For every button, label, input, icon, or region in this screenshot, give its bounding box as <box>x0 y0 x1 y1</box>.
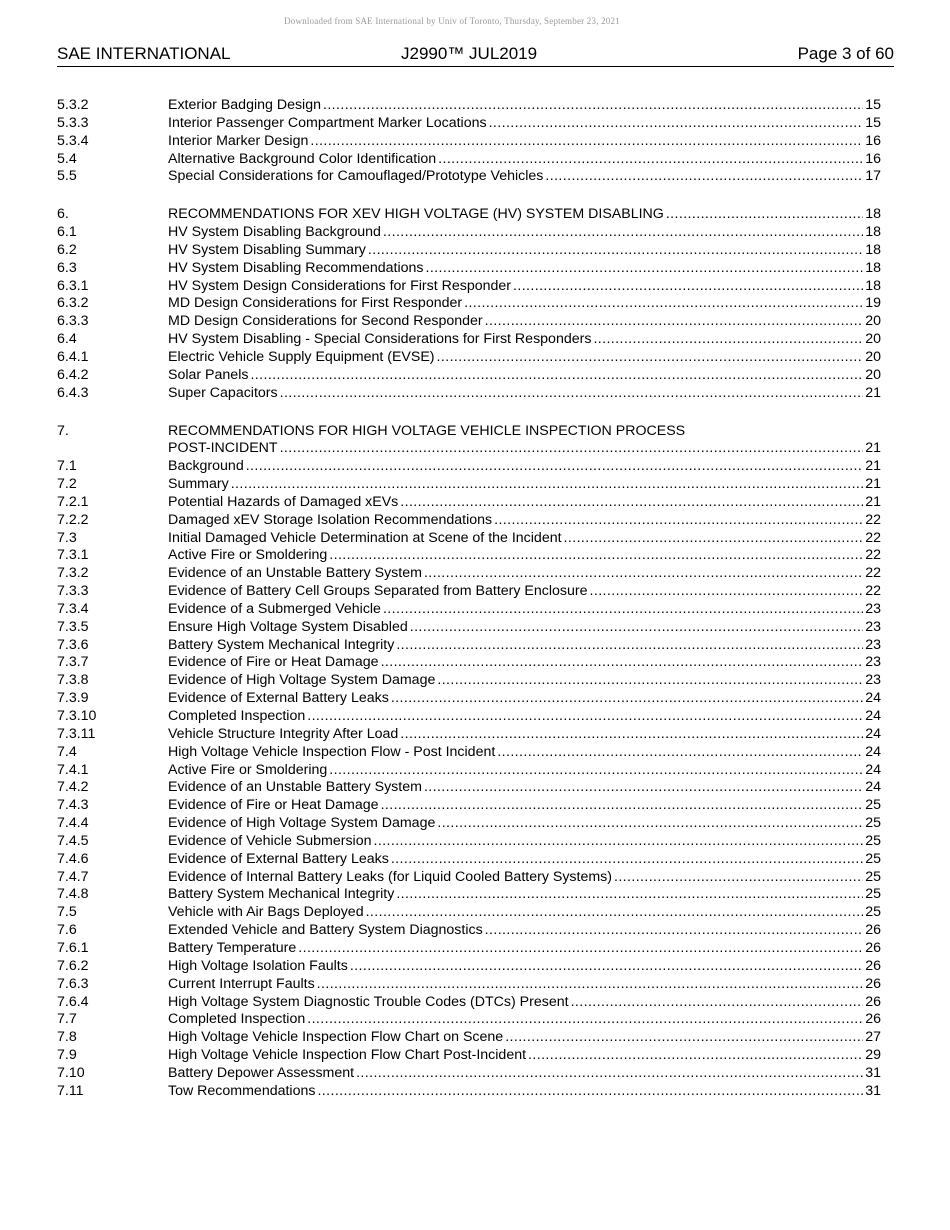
toc-entry-number: 7.9 <box>57 1047 77 1064</box>
toc-entry[interactable] <box>57 242 881 260</box>
toc-entry-number: 6.2 <box>57 241 77 258</box>
toc-entry[interactable] <box>57 458 881 476</box>
toc-entry-number: 7.4.1 <box>57 761 89 778</box>
toc-entry[interactable] <box>57 690 881 708</box>
toc-entry-page: 20 <box>865 366 881 383</box>
dot-leader <box>391 690 863 708</box>
toc-entry-number: 5.4 <box>57 150 77 167</box>
toc-entry-number: 6.4.3 <box>57 384 89 401</box>
toc-entry-number: 7.3.7 <box>57 654 89 671</box>
toc-entry-title: Completed Inspection <box>168 708 306 724</box>
page-header <box>57 44 894 67</box>
toc-entry-number: 6. <box>57 206 69 223</box>
toc-entry-title: Super Capacitors <box>168 384 278 401</box>
toc-entry-title: Damaged xEV Storage Isolation Recommendations <box>168 511 493 528</box>
toc-entry-number: 7.4.8 <box>57 886 89 903</box>
toc-entry-title: Evidence of External Battery Leaks <box>168 690 389 707</box>
toc-entry[interactable] <box>57 331 881 349</box>
toc-entry-page: 20 <box>865 348 881 365</box>
toc-entry-title: Evidence of Battery Cell Groups Separated from Battery Enclosure <box>168 583 588 600</box>
toc-entry-title: Ensure High Voltage System Disabled <box>168 618 408 635</box>
toc-entry-page: 21 <box>865 493 881 510</box>
table-of-contents <box>57 97 881 1101</box>
dot-leader <box>464 295 863 313</box>
toc-entry-page: 23 <box>865 600 881 617</box>
dot-leader <box>437 349 864 367</box>
dot-leader <box>494 512 863 530</box>
toc-entry-title: High Voltage Vehicle Inspection Flow Chart Post-Incident <box>168 1047 527 1064</box>
toc-entry[interactable] <box>57 744 881 762</box>
toc-entry[interactable] <box>57 1065 881 1083</box>
toc-entry-number: 7.7 <box>57 1011 77 1028</box>
toc-entry-title: MD Design Considerations for Second Responder <box>168 313 483 330</box>
section-gap <box>57 186 881 206</box>
dot-leader <box>329 762 863 780</box>
header-page-number: Page 3 of 60 <box>797 44 894 63</box>
toc-entry-number: 7.6.4 <box>57 993 89 1010</box>
toc-entry-page: 15 <box>865 97 881 113</box>
toc-entry-page: 21 <box>865 476 881 493</box>
toc-entry-page: 26 <box>865 957 881 974</box>
toc-entry-number: 7.3.10 <box>57 708 97 724</box>
toc-entry[interactable] <box>57 762 881 780</box>
toc-entry-title: Summary <box>168 476 229 493</box>
dot-leader <box>666 206 863 224</box>
toc-entry-number: 7.4.6 <box>57 850 89 867</box>
toc-entry-title: Battery Depower Assessment <box>168 1064 355 1081</box>
dot-leader <box>485 313 864 331</box>
toc-entry-title: HV System Disabling Summary <box>168 241 366 258</box>
toc-entry[interactable] <box>57 958 881 976</box>
toc-entry-page: 22 <box>865 583 881 600</box>
toc-entry-page: 22 <box>865 529 881 546</box>
toc-entry-page: 24 <box>865 779 881 796</box>
toc-entry[interactable] <box>57 385 881 403</box>
dot-leader <box>383 601 863 619</box>
toc-entry-title: Evidence of an Unstable Battery System <box>168 565 422 582</box>
toc-entry-title: Vehicle with Air Bags Deployed <box>168 904 364 921</box>
toc-entry-page: 25 <box>865 850 881 867</box>
toc-entry[interactable] <box>57 815 881 833</box>
toc-entry-page: 16 <box>865 150 881 167</box>
toc-entry[interactable] <box>57 115 881 133</box>
toc-entry-page: 18 <box>865 206 881 223</box>
toc-entry-number: 6.4.2 <box>57 366 89 383</box>
toc-entry-title: MD Design Considerations for First Responder <box>168 295 463 312</box>
toc-entry-page: 18 <box>865 259 881 276</box>
toc-entry-page: 22 <box>865 511 881 528</box>
toc-entry[interactable] <box>57 797 881 815</box>
toc-entry[interactable] <box>57 851 881 869</box>
toc-entry-title: Evidence of Internal Battery Leaks (for Liquid Cooled Battery Systems) <box>168 868 612 885</box>
toc-entry-page: 20 <box>865 331 881 348</box>
toc-entry-title: Exterior Badging Design <box>168 97 321 113</box>
toc-entry-number: 7.1 <box>57 458 77 475</box>
dot-leader <box>425 260 863 278</box>
toc-entry-title: Current Interrupt Faults <box>168 975 315 992</box>
toc-entry-title: High Voltage Isolation Faults <box>168 957 348 974</box>
toc-entry-number: 5.3.2 <box>57 97 89 113</box>
toc-entry[interactable] <box>57 1047 881 1065</box>
toc-entry-number: 7.11 <box>57 1082 84 1099</box>
toc-entry-page: 25 <box>865 886 881 903</box>
dot-leader <box>317 1083 863 1101</box>
toc-entry-page: 19 <box>865 295 881 312</box>
toc-entry[interactable] <box>57 869 881 887</box>
toc-entry-page: 31 <box>865 1082 881 1099</box>
dot-leader <box>329 547 863 565</box>
toc-entry-number: 7.2.1 <box>57 493 89 510</box>
toc-entry[interactable] <box>57 206 881 224</box>
toc-entry-number: 7.6.1 <box>57 939 89 956</box>
dot-leader <box>381 797 864 815</box>
toc-entry[interactable] <box>57 654 881 672</box>
toc-entry[interactable] <box>57 1083 881 1101</box>
toc-entry-number: 7.4.3 <box>57 797 89 814</box>
toc-entry-title: HV System Disabling Background <box>168 224 381 241</box>
toc-entry-number: 7.4.4 <box>57 815 89 832</box>
dot-leader <box>383 224 863 242</box>
toc-entry-page: 18 <box>865 224 881 241</box>
toc-entry-title: Solar Panels <box>168 366 249 383</box>
toc-entry-title: Initial Damaged Vehicle Determination at Scene of the Incident <box>168 529 562 546</box>
toc-group-7 <box>57 458 881 1100</box>
toc-entry-number: 6.3 <box>57 259 77 276</box>
toc-entry-page: 24 <box>865 690 881 707</box>
dot-leader <box>391 851 863 869</box>
dot-leader <box>317 976 864 994</box>
toc-entry-title: HV System Disabling Recommendations <box>168 259 424 276</box>
toc-entry-page: 24 <box>865 743 881 760</box>
dot-leader <box>437 815 863 833</box>
toc-entry-title: Evidence of Vehicle Submersion <box>168 832 372 849</box>
toc-entry-title: Evidence of a Submerged Vehicle <box>168 600 381 617</box>
toc-entry-number: 7.6 <box>57 922 77 939</box>
toc-entry[interactable] <box>57 565 881 583</box>
toc-entry[interactable] <box>57 97 881 115</box>
toc-entry[interactable] <box>57 708 881 726</box>
dot-leader <box>590 583 864 601</box>
toc-entry-title: Battery System Mechanical Integrity <box>168 886 395 903</box>
toc-entry[interactable] <box>57 1011 881 1029</box>
dot-leader <box>424 779 863 797</box>
toc-entry[interactable] <box>57 726 881 744</box>
toc-entry[interactable] <box>57 672 881 690</box>
toc-entry[interactable] <box>57 512 881 530</box>
dot-leader <box>307 1011 863 1029</box>
dot-leader <box>505 1029 863 1047</box>
toc-entry-title: Evidence of High Voltage System Damage <box>168 672 436 689</box>
section-gap <box>57 403 881 423</box>
dot-leader <box>250 367 863 385</box>
dot-leader <box>381 654 864 672</box>
toc-entry-title: Evidence of an Unstable Battery System <box>168 779 422 796</box>
dot-leader <box>280 385 864 403</box>
toc-entry-number: 6.3.3 <box>57 313 89 330</box>
toc-entry-number: 7.3.2 <box>57 565 89 582</box>
toc-entry-number: 6.3.1 <box>57 277 89 294</box>
toc-entry-number: 7.3.9 <box>57 690 89 707</box>
toc-entry-title: Alternative Background Color Identification <box>168 150 437 167</box>
toc-entry-title: High Voltage Vehicle Inspection Flow - Post Incident <box>168 743 496 760</box>
toc-entry-title: RECOMMENDATIONS FOR HIGH VOLTAGE VEHICLE INSPECTION PROCESS <box>168 422 686 439</box>
toc-entry-page: 29 <box>865 1047 881 1064</box>
toc-entry-title: Evidence of Fire or Heat Damage <box>168 797 379 814</box>
toc-entry-number: 5.3.4 <box>57 132 89 149</box>
toc-entry-number: 7.3.3 <box>57 583 89 600</box>
toc-entry-title: Active Fire or Smoldering <box>168 761 328 778</box>
dot-leader <box>438 151 863 169</box>
dot-leader <box>528 1047 863 1065</box>
toc-entry-title: Vehicle Structure Integrity After Load <box>168 725 399 742</box>
toc-entry-title: Potential Hazards of Damaged xEVs <box>168 493 399 510</box>
toc-entry-title: Active Fire or Smoldering <box>168 547 328 564</box>
dot-leader <box>489 115 864 133</box>
toc-entry-page: 26 <box>865 975 881 992</box>
toc-entry-number: 6.1 <box>57 224 77 241</box>
dot-leader <box>396 637 863 655</box>
toc-entry-page: 18 <box>865 241 881 258</box>
dot-leader <box>280 440 864 458</box>
toc-entry-number: 7.4.2 <box>57 779 89 796</box>
toc-entry-page: 18 <box>865 277 881 294</box>
dot-leader <box>350 958 863 976</box>
toc-entry[interactable] <box>57 619 881 637</box>
header-organization: SAE INTERNATIONAL <box>57 44 231 63</box>
toc-entry-title: Evidence of High Voltage System Damage <box>168 815 436 832</box>
toc-entry-page: 23 <box>865 654 881 671</box>
toc-entry-number: 7.4.5 <box>57 832 89 849</box>
toc-entry-page: 24 <box>865 761 881 778</box>
toc-entry-title: Extended Vehicle and Battery System Diagnostics <box>168 922 483 939</box>
toc-entry-title: Battery System Mechanical Integrity <box>168 636 395 653</box>
toc-entry-number: 6.3.2 <box>57 295 89 312</box>
toc-entry-page: 22 <box>865 547 881 564</box>
dot-leader <box>593 331 863 349</box>
toc-entry-page: 25 <box>865 868 881 885</box>
toc-entry-title: Special Considerations for Camouflaged/Prototype Vehicles <box>168 168 544 185</box>
toc-entry-number: 5.5 <box>57 168 77 185</box>
toc-entry-title: Electric Vehicle Supply Equipment (EVSE) <box>168 348 435 365</box>
toc-entry-number: 6.4.1 <box>57 348 89 365</box>
toc-entry-page: 22 <box>865 565 881 582</box>
toc-entry-number: 5.3.3 <box>57 114 89 131</box>
header-document-id: J2990™ JUL2019 <box>401 44 538 63</box>
toc-entry-page: 25 <box>865 832 881 849</box>
toc-entry-page: 24 <box>865 708 881 724</box>
toc-entry-number: 7.3.5 <box>57 618 89 635</box>
toc-entry-title: Evidence of Fire or Heat Damage <box>168 654 379 671</box>
toc-entry[interactable] <box>57 779 881 797</box>
toc-entry-title: High Voltage Vehicle Inspection Flow Chart on Scene <box>168 1029 504 1046</box>
toc-entry-page: 31 <box>865 1064 881 1081</box>
toc-entry-page: 26 <box>865 1011 881 1028</box>
toc-entry-page: 26 <box>865 939 881 956</box>
toc-entry-title: Interior Marker Design <box>168 132 309 149</box>
dot-leader <box>231 476 864 494</box>
toc-entry-number: 7.2.2 <box>57 511 89 528</box>
toc-entry-number: 7.4.7 <box>57 868 89 885</box>
toc-entry-page: 26 <box>865 922 881 939</box>
toc-entry-number: 7.3.6 <box>57 636 89 653</box>
dot-leader <box>323 97 863 115</box>
dot-leader <box>545 168 863 186</box>
toc-entry-number: 7.3.4 <box>57 600 89 617</box>
toc-entry[interactable] <box>57 530 881 548</box>
toc-entry-number: 7.3.1 <box>57 547 89 564</box>
toc-entry-page: 20 <box>865 313 881 330</box>
toc-entry[interactable] <box>57 940 881 958</box>
toc-entry-title: High Voltage System Diagnostic Trouble Codes (DTCs) Present <box>168 993 569 1010</box>
toc-entry-title: RECOMMENDATIONS FOR XEV HIGH VOLTAGE (HV) SYSTEM DISABLING <box>168 206 664 223</box>
toc-entry-page: 21 <box>865 458 881 475</box>
toc-entry-page: 23 <box>865 636 881 653</box>
dot-leader <box>497 744 863 762</box>
toc-entry-page: 23 <box>865 618 881 635</box>
toc-entry-number: 7.3.11 <box>57 725 96 742</box>
toc-entry-section-7-heading[interactable] <box>57 423 881 441</box>
toc-entry[interactable] <box>57 583 881 601</box>
dot-leader <box>246 458 864 476</box>
toc-entry[interactable] <box>57 886 881 904</box>
toc-entry[interactable] <box>57 168 881 186</box>
toc-entry[interactable] <box>57 476 881 494</box>
dot-leader <box>373 833 863 851</box>
dot-leader <box>396 886 863 904</box>
toc-entry-number: 7.3 <box>57 529 77 546</box>
toc-entry-title: Completed Inspection <box>168 1011 306 1028</box>
toc-entry[interactable] <box>57 494 881 512</box>
toc-entry-number: 7.6.2 <box>57 957 89 974</box>
toc-entry-page: 26 <box>865 993 881 1010</box>
toc-entry-title: HV System Design Considerations for First Responder <box>168 277 512 294</box>
toc-entry-title: HV System Disabling - Special Considerations for First Responders <box>168 331 592 348</box>
dot-leader <box>366 904 864 922</box>
dot-leader <box>400 494 863 512</box>
toc-entry-page: 24 <box>865 725 881 742</box>
toc-entry[interactable] <box>57 224 881 242</box>
toc-entry[interactable] <box>57 601 881 619</box>
toc-entry-page: 16 <box>865 132 881 149</box>
dot-leader <box>356 1065 863 1083</box>
toc-entry-number: 7.2 <box>57 476 77 493</box>
toc-entry-number: 7. <box>57 422 69 439</box>
toc-entry-number: 7.6.3 <box>57 975 89 992</box>
toc-group-5 <box>57 97 881 186</box>
toc-entry[interactable] <box>57 976 881 994</box>
toc-entry-title: Battery Temperature <box>168 939 297 956</box>
toc-entry[interactable] <box>57 994 881 1012</box>
dot-leader <box>298 940 863 958</box>
toc-entry-number: 6.4 <box>57 331 77 348</box>
toc-entry[interactable] <box>57 151 881 169</box>
toc-entry-page: 27 <box>865 1029 881 1046</box>
dot-leader <box>564 530 864 548</box>
toc-entry-page: 25 <box>865 797 881 814</box>
toc-group-6 <box>57 206 881 402</box>
dot-leader <box>307 708 863 726</box>
toc-entry-title: POST-INCIDENT <box>168 440 278 457</box>
toc-entry-title: Tow Recommendations <box>168 1082 316 1099</box>
dot-leader <box>485 922 864 940</box>
toc-entry-page: 25 <box>865 815 881 832</box>
toc-entry[interactable] <box>57 260 881 278</box>
dot-leader <box>571 994 864 1012</box>
dot-leader <box>410 619 863 637</box>
toc-entry-title: Background <box>168 458 244 475</box>
dot-leader <box>400 726 863 744</box>
toc-entry[interactable] <box>57 313 881 331</box>
toc-entry-page: 17 <box>865 168 881 185</box>
dot-leader <box>614 869 863 887</box>
toc-entry[interactable] <box>57 367 881 385</box>
toc-entry[interactable] <box>57 1029 881 1047</box>
toc-entry-number: 7.10 <box>57 1064 85 1081</box>
toc-entry[interactable] <box>57 637 881 655</box>
toc-entry-number: 7.4 <box>57 743 77 760</box>
toc-entry[interactable] <box>57 833 881 851</box>
dot-leader <box>424 565 863 583</box>
dot-leader <box>437 672 863 690</box>
download-watermark: Downloaded from SAE International by Univ of Toronto, Thursday, September 23, 2021 <box>284 16 620 26</box>
dot-leader <box>368 242 863 260</box>
toc-entry[interactable] <box>57 278 881 296</box>
toc-entry-title: Interior Passenger Compartment Marker Locations <box>168 114 487 131</box>
toc-entry-section-7-heading-cont[interactable] <box>57 440 881 458</box>
toc-entry-page: 21 <box>865 440 881 457</box>
toc-entry[interactable] <box>57 133 881 151</box>
toc-entry[interactable] <box>57 295 881 313</box>
toc-entry-number: 7.8 <box>57 1029 77 1046</box>
toc-entry[interactable] <box>57 547 881 565</box>
toc-entry-page: 23 <box>865 672 881 689</box>
toc-entry-number: 7.3.8 <box>57 672 89 689</box>
toc-entry[interactable] <box>57 904 881 922</box>
toc-entry-page: 21 <box>865 384 881 401</box>
toc-entry-page: 25 <box>865 904 881 921</box>
toc-entry-number: 7.5 <box>57 904 77 921</box>
dot-leader <box>513 278 863 296</box>
toc-entry[interactable] <box>57 922 881 940</box>
toc-entry-title: Evidence of External Battery Leaks <box>168 850 389 867</box>
toc-entry-page: 15 <box>865 114 881 131</box>
dot-leader <box>310 133 863 151</box>
toc-entry[interactable] <box>57 349 881 367</box>
